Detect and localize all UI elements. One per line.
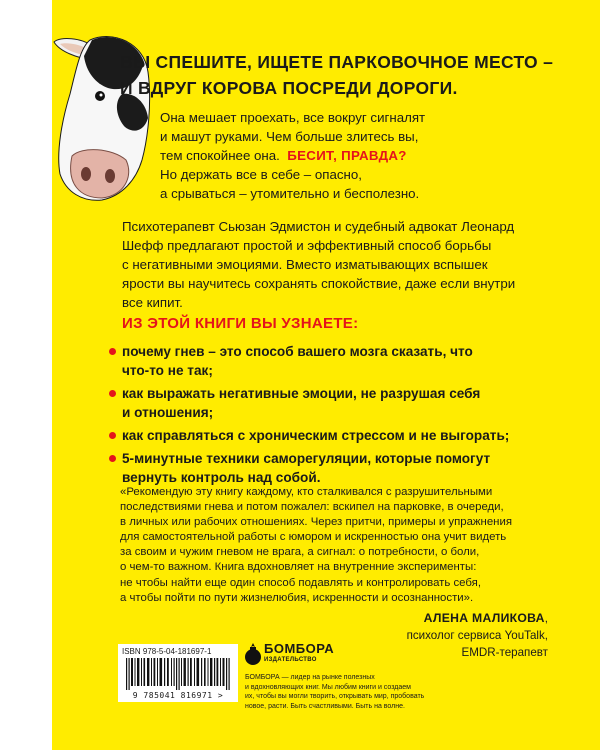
publisher-description xyxy=(245,673,445,711)
intro-line-text: тем спокойнее она. xyxy=(160,148,280,163)
intro-line: и машут руками. Чем больше злитесь вы, xyxy=(160,129,419,144)
quote-line: «Рекомендую эту книгу каждому, кто сталкивался с разрушительными xyxy=(120,486,493,498)
quote-line: о чем-то важном. Книга вдохновляет на внутренние эксперименты: xyxy=(120,561,477,574)
barcode-bars xyxy=(124,658,232,690)
intro-line: Но держать все в себе – опасно, xyxy=(160,167,362,182)
headline-line: И ВДРУГ КОРОВА ПОСРЕДИ ДОРОГИ. xyxy=(120,78,458,98)
headline xyxy=(120,49,580,101)
publisher-sub: ИЗДАТЕЛЬСТВО xyxy=(264,657,317,663)
paragraph-line: все кипит. xyxy=(122,295,183,310)
publisher-line: их, чтобы вы могли творить, открывать мир, пробовать xyxy=(245,693,425,700)
author-role: EMDR-терапевт xyxy=(461,646,548,659)
author-comma: , xyxy=(544,612,548,625)
benefits-list xyxy=(108,342,558,491)
quote-line: а чтобы пойти по пути жизнелюбия, искренности и осознанности». xyxy=(120,591,474,604)
bullet-dot-icon xyxy=(109,348,116,355)
publisher-bomb-icon xyxy=(244,641,262,667)
testimonial-quote xyxy=(120,485,548,606)
publisher-line: и вдохновляющих книг. Мы любим книги и создаем xyxy=(245,683,411,691)
paragraph-line: Психотерапевт Сьюзан Эдмистон и судебный адвокат Леонард xyxy=(122,219,515,234)
bullet-line: как выражать негативные эмоции, не разрушая себя xyxy=(122,386,481,401)
list-item xyxy=(108,449,558,487)
description-paragraph xyxy=(122,217,542,312)
paragraph-line: ярости вы научитесь сохранять спокойствие, даже если внутри xyxy=(122,276,516,291)
bullet-line: 5-минутные техники саморегуляции, которые помогут xyxy=(122,451,491,466)
bullet-dot-icon xyxy=(109,455,116,462)
author-name: АЛЕНА МАЛИКОВА xyxy=(423,611,545,625)
author-name-line xyxy=(300,610,548,627)
bullet-line: вернуть контроль над собой. xyxy=(122,470,321,485)
quote-line: последствиями гнева и потом пожалел: вскипел на парковке, в очереди, xyxy=(120,501,504,514)
headline-line: ВЫ СПЕШИТЕ, ИЩЕТЕ ПАРКОВОЧНОЕ МЕСТО – xyxy=(120,52,554,72)
list-item xyxy=(108,384,558,422)
list-item xyxy=(108,342,558,380)
bullet-line: как справляться с хроническим стрессом и не выгорать; xyxy=(122,428,510,443)
author-role: психолог сервиса YouTalk, xyxy=(406,629,548,642)
intro-line: а срываться – утомительно и бесполезно. xyxy=(160,186,420,201)
highlight-phrase: БЕСИТ, ПРАВДА? xyxy=(287,148,407,163)
paragraph-line: Шефф предлагают простой и эффективный способ борьбы xyxy=(122,238,492,253)
quote-line: не чтобы найти еще один способ подавлять и контролировать себя, xyxy=(120,576,481,589)
quote-line: в личных или рабочих отношениях. Через притчи, примеры и упражнения xyxy=(120,516,513,529)
publisher-line: БОМБОРА — лидер на рынке полезных xyxy=(245,674,375,681)
learn-heading: ИЗ ЭТОЙ КНИГИ ВЫ УЗНАЕТЕ: xyxy=(122,315,359,332)
intro-text xyxy=(160,108,520,203)
publisher-logo xyxy=(244,640,354,670)
bullet-line: и отношения; xyxy=(122,405,214,420)
publisher-line: новое, расти. Быть счастливыми. Быть на волне. xyxy=(245,702,405,710)
isbn-text: ISBN 978-5-04-181697-1 xyxy=(122,647,212,656)
intro-line: Она мешает проехать, все вокруг сигналят xyxy=(160,110,426,125)
bullet-line: что-то не так; xyxy=(122,363,213,378)
quote-line: за своим и чужим гневом не врага, а сигнал: о потребности, о боли, xyxy=(120,546,480,559)
publisher-name: БОМБОРА xyxy=(264,641,335,656)
bullet-dot-icon xyxy=(109,390,116,397)
barcode-digits: 9 785041 816971 > xyxy=(132,691,224,700)
intro-line xyxy=(160,146,520,165)
quote-line: для самостоятельной работы с юмором и искренностью она учит видеть xyxy=(120,531,507,544)
list-item xyxy=(108,426,558,445)
barcode xyxy=(118,644,238,702)
bullet-line: почему гнев – это способ вашего мозга сказать, что xyxy=(122,344,473,359)
paragraph-line: с негативными эмоциями. Вместо изматывающих вспышек xyxy=(122,257,488,272)
bullet-dot-icon xyxy=(109,432,116,439)
